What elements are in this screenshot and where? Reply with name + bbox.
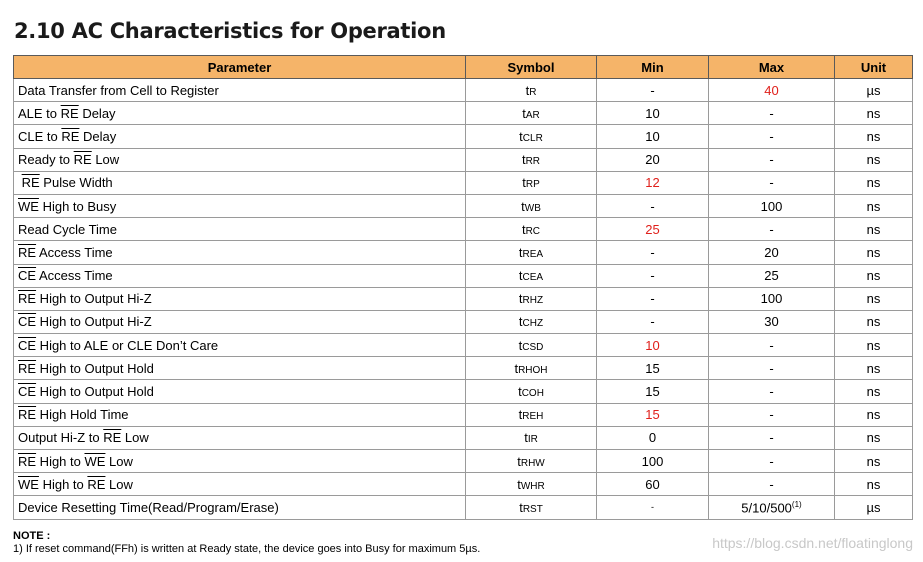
min-cell: 60 bbox=[597, 473, 709, 496]
overbar-signal: $\overline{CE}$ bbox=[18, 314, 37, 330]
symbol-cell bbox=[466, 310, 597, 333]
max-cell bbox=[709, 450, 835, 473]
symbol-subscript: CSD bbox=[522, 341, 544, 353]
parameter-cell bbox=[14, 496, 466, 519]
parameter-text: Read Cycle Time bbox=[18, 221, 117, 237]
max-value: - bbox=[769, 430, 774, 446]
overbar-signal: $\overline{RE}$ bbox=[61, 128, 80, 144]
parameter-text: High Hold Time bbox=[36, 407, 129, 423]
unit-cell: ns bbox=[835, 334, 913, 357]
max-value: 100 bbox=[760, 291, 783, 307]
max-cell bbox=[709, 403, 835, 426]
parameter-text: Device Resetting Time(Read/Program/Erase) bbox=[18, 499, 279, 515]
table-header-row bbox=[14, 56, 913, 79]
min-cell: 15 bbox=[597, 380, 709, 403]
parameter-cell bbox=[14, 380, 466, 403]
min-cell: - bbox=[597, 287, 709, 310]
parameter-cell bbox=[14, 102, 466, 125]
min-cell: 25 bbox=[597, 218, 709, 241]
max-value: - bbox=[769, 360, 774, 376]
max-cell bbox=[709, 357, 835, 380]
table-row bbox=[14, 496, 913, 519]
max-value: - bbox=[769, 175, 774, 191]
symbol-cell bbox=[466, 218, 597, 241]
min-cell: - bbox=[597, 310, 709, 333]
overbar-signal: $\overline{WE}$ bbox=[18, 198, 39, 214]
max-cell bbox=[709, 310, 835, 333]
max-value: - bbox=[769, 453, 774, 469]
max-cell bbox=[709, 287, 835, 310]
overbar-signal: $\overline{RE}$ bbox=[18, 244, 37, 260]
max-value: - bbox=[769, 221, 774, 237]
table-row bbox=[14, 380, 913, 403]
note-text: 1) If reset command(FFh) is written at Ready state, the device goes into Busy for maximum 5µs. bbox=[13, 543, 481, 555]
symbol-cell bbox=[466, 426, 597, 449]
symbol-cell bbox=[466, 473, 597, 496]
table-row bbox=[14, 79, 913, 102]
max-value: - bbox=[769, 152, 774, 168]
parameter-text: High to bbox=[36, 453, 85, 469]
min-cell: 100 bbox=[597, 450, 709, 473]
unit-cell: ns bbox=[835, 125, 913, 148]
max-cell bbox=[709, 148, 835, 171]
table-row bbox=[14, 426, 913, 449]
parameter-cell bbox=[14, 148, 466, 171]
symbol-prefix: t bbox=[518, 384, 522, 400]
symbol-prefix: t bbox=[524, 430, 528, 446]
overbar-signal: $\overline{RE}$ bbox=[87, 476, 106, 492]
min-cell: 20 bbox=[597, 148, 709, 171]
max-value: - bbox=[769, 105, 774, 121]
max-cell bbox=[709, 102, 835, 125]
symbol-cell bbox=[466, 287, 597, 310]
min-cell: 10 bbox=[597, 334, 709, 357]
unit-cell: ns bbox=[835, 450, 913, 473]
symbol-cell bbox=[466, 102, 597, 125]
table-row bbox=[14, 148, 913, 171]
header-unit: Unit bbox=[835, 56, 913, 79]
header-max: Max bbox=[709, 56, 835, 79]
symbol-subscript: RP bbox=[525, 179, 540, 191]
max-cell bbox=[709, 426, 835, 449]
max-cell bbox=[709, 171, 835, 194]
parameter-text: Access Time bbox=[36, 268, 113, 284]
symbol-prefix: t bbox=[522, 175, 526, 191]
overbar-signal: $\overline{RE}$ bbox=[18, 407, 37, 423]
max-cell bbox=[709, 125, 835, 148]
parameter-text: Low bbox=[91, 152, 120, 168]
symbol-prefix: t bbox=[517, 453, 521, 469]
table-row bbox=[14, 171, 913, 194]
unit-cell: ns bbox=[835, 403, 913, 426]
unit-cell: ns bbox=[835, 310, 913, 333]
min-cell: 12 bbox=[597, 171, 709, 194]
max-cell bbox=[709, 473, 835, 496]
unit-cell: ns bbox=[835, 473, 913, 496]
max-value: - bbox=[769, 128, 774, 144]
parameter-text: Access Time bbox=[36, 244, 113, 260]
symbol-subscript: RST bbox=[522, 503, 543, 515]
unit-cell: ns bbox=[835, 264, 913, 287]
min-cell: 15 bbox=[597, 403, 709, 426]
symbol-cell bbox=[466, 334, 597, 357]
max-cell bbox=[709, 264, 835, 287]
table-row bbox=[14, 241, 913, 264]
max-value: 30 bbox=[764, 314, 779, 330]
symbol-cell bbox=[466, 148, 597, 171]
overbar-signal: $\overline{CE}$ bbox=[18, 384, 37, 400]
overbar-signal: $\overline{WE}$ bbox=[18, 476, 39, 492]
parameter-cell bbox=[14, 241, 466, 264]
table-row bbox=[14, 102, 913, 125]
overbar-signal: $\overline{CE}$ bbox=[18, 337, 37, 353]
max-value: - bbox=[769, 384, 774, 400]
max-value: 25 bbox=[764, 268, 779, 284]
symbol-prefix: t bbox=[514, 360, 519, 376]
parameter-text: Low bbox=[105, 476, 133, 492]
overbar-signal: $\overline{WE}$ bbox=[84, 453, 106, 469]
symbol-prefix: t bbox=[519, 499, 523, 515]
max-value: 100 bbox=[760, 198, 783, 214]
overbar-signal: $\overline{RE}$ bbox=[18, 360, 37, 376]
max-value: 20 bbox=[764, 244, 779, 260]
parameter-cell bbox=[14, 171, 466, 194]
min-cell: 0 bbox=[597, 426, 709, 449]
symbol-subscript: RR bbox=[525, 156, 541, 168]
parameter-text: CLE to bbox=[18, 128, 62, 144]
max-cell bbox=[709, 218, 835, 241]
parameter-text: ALE to bbox=[18, 105, 61, 121]
parameter-text: Low bbox=[121, 430, 149, 446]
min-cell: - bbox=[597, 264, 709, 287]
symbol-prefix: t bbox=[521, 221, 526, 237]
symbol-subscript: IR bbox=[527, 434, 538, 446]
unit-cell: ns bbox=[835, 357, 913, 380]
symbol-cell bbox=[466, 380, 597, 403]
unit-cell: ns bbox=[835, 194, 913, 217]
parameter-cell bbox=[14, 473, 466, 496]
parameter-cell bbox=[14, 287, 466, 310]
symbol-prefix: t bbox=[521, 152, 526, 168]
symbol-cell bbox=[466, 171, 597, 194]
symbol-cell bbox=[466, 241, 597, 264]
parameter-cell bbox=[14, 125, 466, 148]
symbol-subscript: WB bbox=[524, 202, 541, 214]
min-cell: - bbox=[597, 241, 709, 264]
parameter-text: Delay bbox=[79, 128, 117, 144]
table-row bbox=[14, 310, 913, 333]
max-cell bbox=[709, 380, 835, 403]
symbol-prefix: t bbox=[517, 476, 521, 492]
parameter-text: High to Output Hi-Z bbox=[36, 291, 152, 307]
note-label: NOTE : bbox=[13, 530, 51, 542]
min-cell: 15 bbox=[597, 357, 709, 380]
table-row bbox=[14, 218, 913, 241]
parameter-text: Pulse Width bbox=[39, 175, 113, 191]
symbol-subscript: AR bbox=[525, 109, 540, 121]
overbar-signal: $\overline{RE}$ bbox=[103, 430, 122, 446]
max-cell bbox=[709, 334, 835, 357]
parameter-cell bbox=[14, 426, 466, 449]
overbar-signal: $\overline{RE}$ bbox=[60, 105, 79, 121]
parameter-cell bbox=[14, 450, 466, 473]
max-value: - bbox=[769, 476, 774, 492]
overbar-signal: $\overline{RE}$ bbox=[21, 175, 40, 191]
watermark: https://blog.csdn.net/floatinglong bbox=[712, 535, 913, 551]
section-title: 2.10 AC Characteristics for Operation bbox=[14, 19, 446, 43]
max-value: 40 bbox=[764, 82, 779, 98]
min-cell: - bbox=[597, 79, 709, 102]
symbol-cell bbox=[466, 125, 597, 148]
symbol-cell bbox=[466, 450, 597, 473]
header-min: Min bbox=[597, 56, 709, 79]
overbar-signal: $\overline{RE}$ bbox=[18, 453, 37, 469]
symbol-prefix: t bbox=[518, 244, 523, 260]
table-row bbox=[14, 264, 913, 287]
max-cell bbox=[709, 496, 835, 519]
symbol-subscript: RHW bbox=[520, 457, 545, 469]
symbol-cell bbox=[466, 194, 597, 217]
parameter-cell bbox=[14, 79, 466, 102]
parameter-cell bbox=[14, 357, 466, 380]
symbol-prefix: t bbox=[521, 198, 525, 214]
symbol-subscript: CEA bbox=[522, 272, 544, 284]
parameter-cell bbox=[14, 403, 466, 426]
header-symbol: Symbol bbox=[466, 56, 597, 79]
symbol-prefix: t bbox=[518, 407, 523, 423]
ac-characteristics-table bbox=[13, 55, 913, 520]
symbol-cell bbox=[466, 264, 597, 287]
symbol-cell bbox=[466, 79, 597, 102]
symbol-subscript: RC bbox=[525, 225, 541, 237]
unit-cell: ns bbox=[835, 287, 913, 310]
symbol-subscript: CHZ bbox=[522, 318, 544, 330]
unit-cell: ns bbox=[835, 171, 913, 194]
parameter-text: Data Transfer from Cell to Register bbox=[18, 82, 219, 98]
table-row bbox=[14, 357, 913, 380]
symbol-cell bbox=[466, 496, 597, 519]
parameter-cell bbox=[14, 264, 466, 287]
parameter-text: Low bbox=[105, 453, 133, 469]
unit-cell: ns bbox=[835, 426, 913, 449]
symbol-prefix: t bbox=[518, 314, 523, 330]
symbol-subscript: WHR bbox=[520, 480, 545, 492]
parameter-cell bbox=[14, 334, 466, 357]
parameter-text: High to Output Hold bbox=[36, 360, 154, 376]
table-row bbox=[14, 125, 913, 148]
min-cell: - bbox=[597, 194, 709, 217]
parameter-text: Output Hi-Z to bbox=[18, 430, 104, 446]
parameter-cell bbox=[14, 310, 466, 333]
overbar-signal: $\overline{RE}$ bbox=[18, 291, 37, 307]
max-cell bbox=[709, 241, 835, 264]
min-cell: 10 bbox=[597, 125, 709, 148]
max-value: - bbox=[769, 337, 774, 353]
unit-cell: ns bbox=[835, 148, 913, 171]
unit-cell: µs bbox=[835, 496, 913, 519]
unit-cell: µs bbox=[835, 79, 913, 102]
parameter-text: Ready to bbox=[18, 152, 74, 168]
table-row bbox=[14, 287, 913, 310]
symbol-subscript: REA bbox=[522, 248, 544, 260]
table-row bbox=[14, 403, 913, 426]
min-cell: 10 bbox=[597, 102, 709, 125]
symbol-subscript: RHZ bbox=[522, 295, 544, 307]
footnote-marker: (1) bbox=[791, 499, 802, 509]
max-cell bbox=[709, 79, 835, 102]
parameter-text: High to ALE or CLE Don’t Care bbox=[36, 337, 219, 353]
parameter-text: High to Output Hi-Z bbox=[36, 314, 152, 330]
overbar-signal: $\overline{CE}$ bbox=[18, 268, 37, 284]
parameter-text: High to Busy bbox=[38, 198, 117, 214]
max-value: - bbox=[769, 407, 774, 423]
min-cell: - bbox=[597, 496, 709, 519]
symbol-prefix: t bbox=[518, 291, 523, 307]
table-row bbox=[14, 450, 913, 473]
symbol-subscript: RHOH bbox=[518, 364, 548, 376]
symbol-subscript: CLR bbox=[522, 132, 543, 144]
table-row bbox=[14, 334, 913, 357]
table-row bbox=[14, 473, 913, 496]
overbar-signal: $\overline{RE}$ bbox=[73, 152, 92, 168]
symbol-cell bbox=[466, 403, 597, 426]
unit-cell: ns bbox=[835, 218, 913, 241]
max-cell bbox=[709, 194, 835, 217]
symbol-subscript: COH bbox=[521, 388, 544, 400]
symbol-subscript: R bbox=[529, 86, 537, 98]
unit-cell: ns bbox=[835, 241, 913, 264]
symbol-prefix: t bbox=[518, 337, 523, 353]
table-row bbox=[14, 194, 913, 217]
symbol-prefix: t bbox=[518, 268, 523, 284]
parameter-text: High to bbox=[38, 476, 88, 492]
symbol-cell bbox=[466, 357, 597, 380]
symbol-prefix: t bbox=[522, 105, 526, 121]
unit-cell: ns bbox=[835, 380, 913, 403]
symbol-prefix: t bbox=[519, 128, 523, 144]
header-parameter: Parameter bbox=[14, 56, 466, 79]
parameter-cell bbox=[14, 194, 466, 217]
symbol-prefix: t bbox=[525, 82, 530, 98]
parameter-text: High to Output Hold bbox=[36, 384, 154, 400]
unit-cell: ns bbox=[835, 102, 913, 125]
symbol-subscript: REH bbox=[522, 411, 544, 423]
parameter-cell bbox=[14, 218, 466, 241]
max-value: 5/10/500 bbox=[741, 500, 792, 516]
parameter-text: Delay bbox=[78, 105, 116, 121]
